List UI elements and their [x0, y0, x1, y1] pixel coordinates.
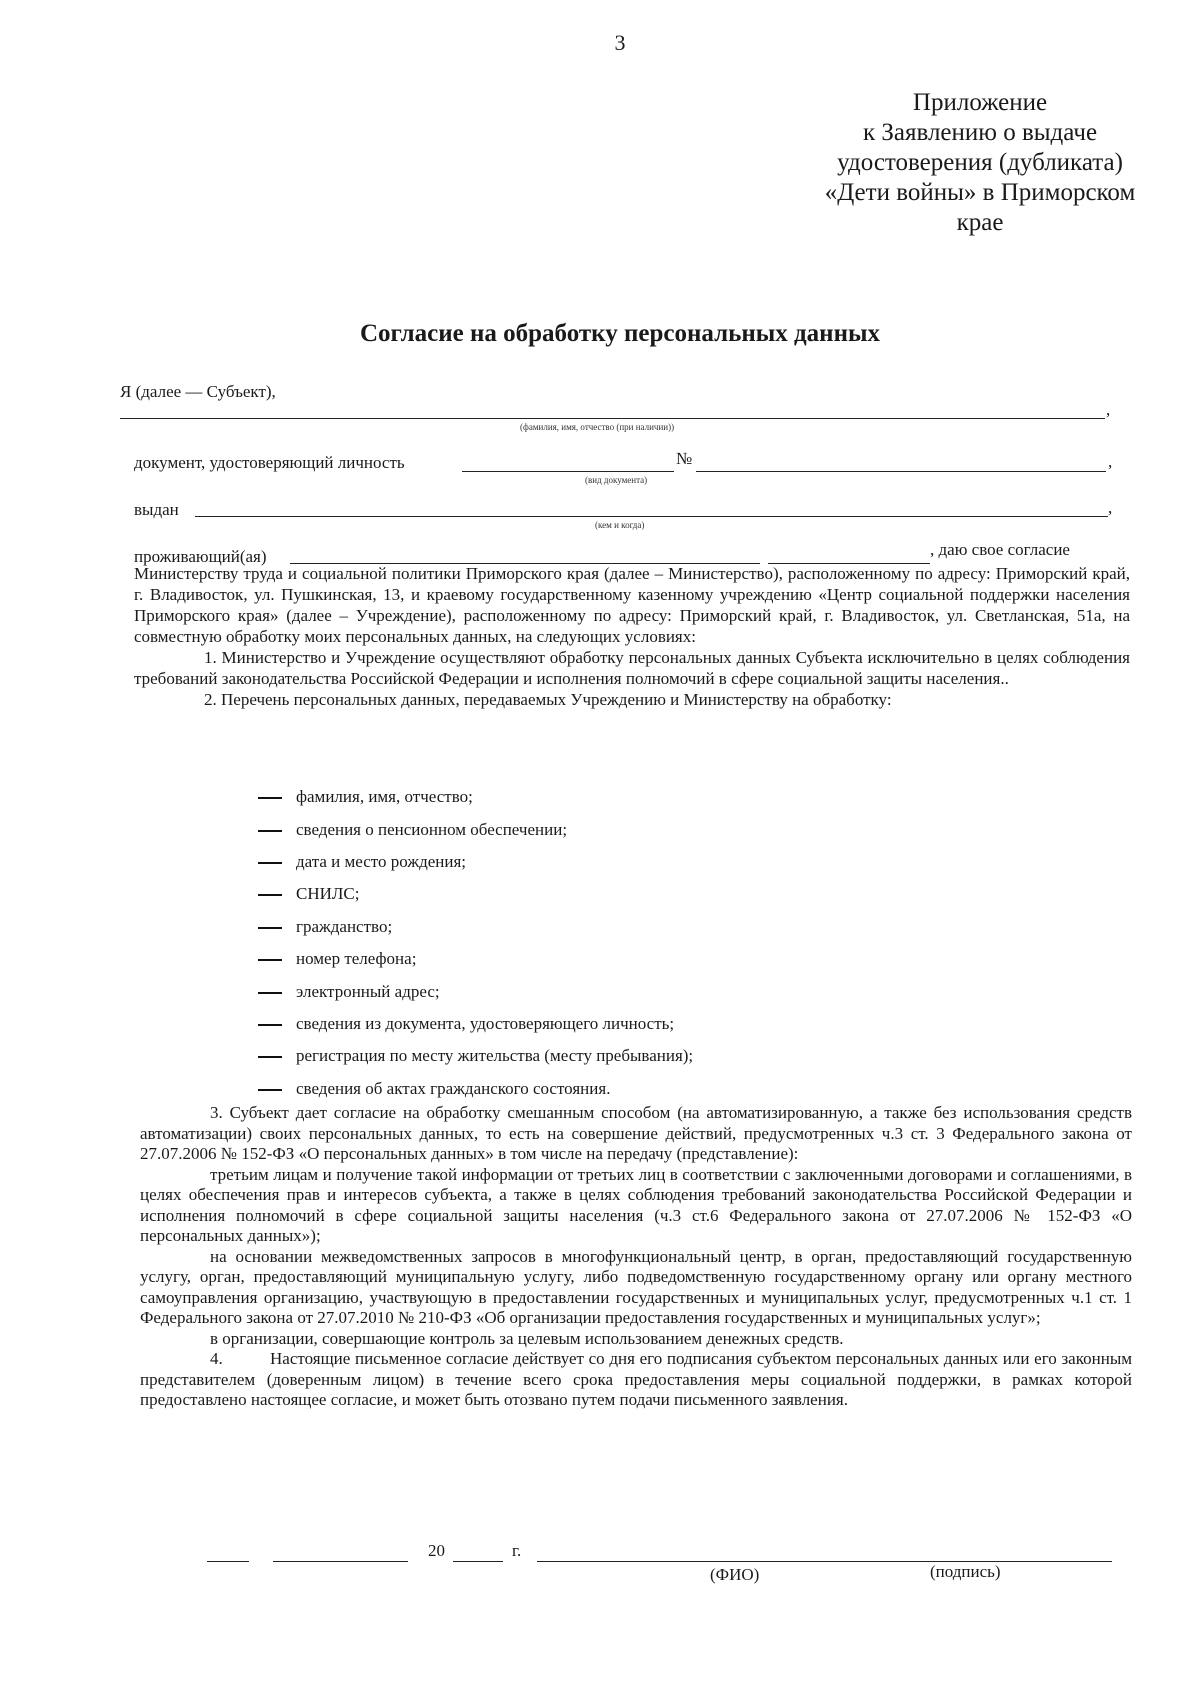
comma: ,: [1108, 498, 1113, 517]
comma: ,: [1108, 452, 1113, 471]
consent-terms: [140, 1103, 1132, 1411]
appendix-line: «Дети войны» в Приморском: [824, 179, 1136, 206]
dash-icon: [258, 797, 282, 799]
clause-3: 3. Субъект дает согласие на обработку смешанным способом (на автоматизированную, а также без использования средств автоматизации) своих персональных данных, то есть на совершение действий, предусмотренных ч.3 ст. 3 Федерального закона от 27.07.2006 № 152-ФЗ «О персональных данных» в том числе на передачу (представление):: [140, 1103, 1132, 1163]
consent-text: , даю свое согласие: [930, 540, 1070, 559]
appendix-header: [700, 88, 1200, 238]
appendix-line: крае: [956, 209, 1004, 236]
issued-label: выдан: [134, 500, 179, 519]
year-suffix: г.: [512, 1541, 522, 1560]
data-list-item: СНИЛС;: [258, 884, 359, 904]
day-field-line: [207, 1561, 249, 1562]
data-list-item: сведения об актах гражданского состояния.: [258, 1079, 610, 1099]
identity-document-label: документ, удостоверяющий личность: [134, 453, 405, 472]
issued-caption: (кем и когда): [595, 520, 645, 530]
month-field-line: [273, 1561, 408, 1562]
clause-4-text: Настоящие письменное согласие действует со дня его подписания субъектом персональных данных или его законным представителем (доверенным лицом) в течение всего срока предоставления меры социальной поддержки, в рамках которой предоставлено настоящее согласие, и может быть отозвано путем подачи письменного заявления.: [140, 1349, 1132, 1409]
clause-2: 2. Перечень персональных данных, передаваемых Учреждению и Министерству на обработку:: [204, 690, 892, 709]
signature-label: (подпись): [930, 1562, 1001, 1581]
clause-1: 1. Министерство и Учреждение осуществляют обработку персональных данных Субъекта исключительно в целях соблюдения требований законодательства Российской Федерации и исполнения полномочий в сфере социальной защиты населения..: [134, 648, 1130, 688]
year-prefix: 20: [428, 1541, 445, 1560]
data-list-item: сведения из документа, удостоверяющего личность;: [258, 1014, 674, 1034]
clause-4-number: 4.: [210, 1349, 223, 1368]
year-field-line: [453, 1561, 503, 1562]
document-title: Согласие на обработку персональных данных: [359, 320, 880, 347]
residing-label: проживающий(ая): [134, 547, 267, 566]
document-number-label: №: [676, 449, 693, 468]
data-list-item: электронный адрес;: [258, 982, 440, 1002]
dash-icon: [258, 1056, 282, 1058]
clause-3-third-parties: третьим лицам и получение такой информации от третьих лиц в соответствии с заключенными договорами и соглашениями, в целях обеспечения прав и интересов субъекта, а также в целях соблюдения требований законодательства Российской Федерации и исполнения полномочий в сфере социальной защиты населения (ч.3 ст.6 Федерального закона от 27.07.2006 № 152-ФЗ «О персональных данных»);: [140, 1164, 1132, 1245]
data-list-item: гражданство;: [258, 917, 392, 937]
data-list-item: сведения о пенсионном обеспечении;: [258, 820, 567, 840]
dash-icon: [258, 894, 282, 896]
comma: ,: [1106, 400, 1111, 419]
data-list-item: дата и место рождения;: [258, 852, 466, 872]
clause-4: [140, 1349, 1132, 1411]
document-number-field-line: [696, 471, 1106, 472]
appendix-line: к Заявлению о выдаче: [862, 119, 1098, 146]
dash-icon: [258, 862, 282, 864]
data-list-item: фамилия, имя, отчество;: [258, 787, 473, 807]
fio-label: (ФИО): [710, 1565, 760, 1584]
full-name-field-line: [120, 418, 1105, 419]
data-list-item: регистрация по месту жительства (месту пребывания);: [258, 1046, 693, 1066]
subject-label: Я (далее — Субъект),: [120, 382, 276, 401]
appendix-line: Приложение: [912, 89, 1048, 116]
dash-icon: [258, 830, 282, 832]
page-number: 3: [614, 30, 626, 55]
fio-signature-field-line: [537, 1561, 1112, 1562]
appendix-line: удостоверения (дубликата): [837, 149, 1123, 176]
document-type-caption: (вид документа): [585, 475, 648, 485]
full-name-caption: (фамилия, имя, отчество (при наличии)): [520, 422, 675, 432]
dash-icon: [258, 1089, 282, 1091]
clause-3-interagency: на основании межведомственных запросов в многофункциональный центр, в орган, предоставляющий государственную услугу, орган, предоставляющий муниципальную услугу, либо подведомственную государственному органу или органу местного самоуправления организацию, участвующую в предоставлении государственных и муниципальных услуг, предусмотренных ч.1 ст. 1 Федерального закона от 27.07.2010 № 210-ФЗ «Об организации предоставления государственных и муниципальных услуг»;: [140, 1246, 1132, 1327]
data-list-item: номер телефона;: [258, 949, 416, 969]
dash-icon: [258, 959, 282, 961]
issued-by-field-line: [195, 516, 1108, 517]
clause-3-control: в организации, совершающие контроль за целевым использованием денежных средств.: [210, 1328, 844, 1348]
dash-icon: [258, 927, 282, 929]
consent-body: [134, 563, 1130, 710]
intro-paragraph: Министерству труда и социальной политики Приморского края (далее – Министерство), расположенному по адресу: Приморский край, г. Владивосток, ул. Пушкинская, 13, и краевому государственному казенному учреждению «Центр социальной поддержки населения Приморского края» (далее – Учреждение), расположенному по адресу: Приморский край, г. Владивосток, ул. Светланская, 51а, на совместную обработку моих персональных данных, на следующих условиях:: [134, 564, 1130, 646]
dash-icon: [258, 992, 282, 994]
dash-icon: [258, 1024, 282, 1026]
document-type-field-line: [462, 471, 674, 472]
